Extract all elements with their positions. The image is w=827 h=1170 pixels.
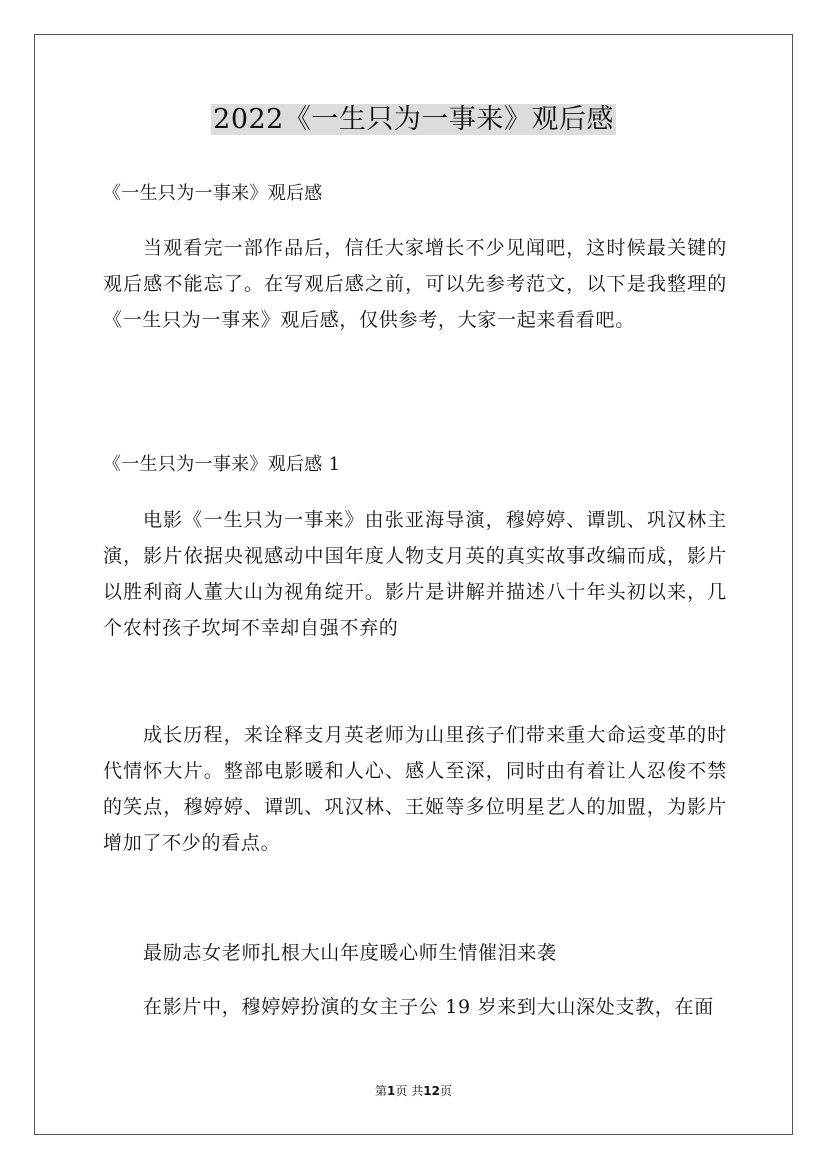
intro-paragraph: 当观看完一部作品后，信任大家增长不少见闻吧，这时候最关键的观后感不能忘了。在写观后感之前，可以先参考范文，以下是我整理的《一生只为一事来》观后感，仅供参考，大家一起来看看吧。 bbox=[103, 237, 727, 331]
paragraph-4: 在影片中，穆婷婷扮演的女主子公 19 岁来到大山深处支教，在面 bbox=[143, 996, 714, 1018]
footer-mid: 页 共 bbox=[395, 1084, 424, 1098]
paragraph-2: 成长历程，来诠释支月英老师为山里孩子们带来重大命运变革的时代情怀大片。整部电影暖和人心、感人至深，同时由有着让人忍俊不禁的笑点，穆婷婷、谭凯、巩汉林、王姬等多位明星艺人的加盟，为影片增加了不少的看点。 bbox=[103, 724, 727, 854]
document-title-text: 2022《一生只为一事来》观后感 bbox=[213, 104, 614, 135]
paragraph-3: 最励志女老师扎根大山年度暖心师生情催泪来袭 bbox=[143, 942, 557, 964]
document-subtitle: 《一生只为一事来》观后感 bbox=[103, 183, 323, 204]
paragraph-1: 电影《一生只为一事来》由张亚海导演，穆婷婷、谭凯、巩汉林主演，影片依据央视感动中国年度人物支月英的真实故事改编而成，影片以胜利商人董大山为视角绽开。影片是讲解并描述八十年头初以来，几个农村孩子坎坷不幸却自强不弃的 bbox=[103, 509, 727, 639]
page-footer bbox=[0, 1082, 827, 1100]
footer-prefix: 第 bbox=[375, 1084, 388, 1098]
document-title bbox=[0, 100, 827, 140]
footer-total-pages: 12 bbox=[423, 1084, 440, 1098]
footer-suffix: 页 bbox=[439, 1084, 452, 1098]
section1-heading: 《一生只为一事来》观后感 1 bbox=[103, 454, 341, 475]
footer-current-page: 1 bbox=[387, 1084, 396, 1098]
